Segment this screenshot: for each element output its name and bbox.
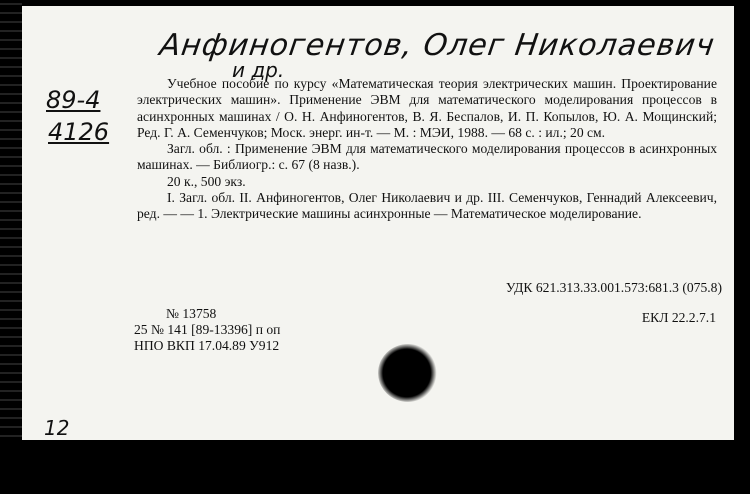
card-footer	[134, 306, 280, 354]
scan-left-edge	[0, 0, 22, 494]
call-number-top: 89-4	[46, 86, 101, 114]
publisher-line: НПО ВКП 17.04.89 У912	[134, 338, 280, 353]
price-paragraph: 20 к., 500 экз.	[167, 173, 246, 189]
order-number: № 13758	[166, 306, 217, 321]
handwritten-author: Анфиногентов, Олег Николаевич	[157, 28, 718, 63]
call-number-bottom: 4126	[48, 118, 110, 146]
bibliographic-description	[137, 76, 717, 223]
udk-classification: УДК 621.313.33.001.573:681.3 (075.8)	[505, 280, 722, 295]
ekl-classification: ЕКЛ 22.2.7.1	[641, 310, 716, 325]
corner-mark: 12	[44, 416, 70, 440]
tracings-paragraph: I. Загл. обл. II. Анфиногентов, Олег Николаевич и др. III. Семенчуков, Геннадий Алексеевич, ред. — — 1. Электрические машины асинхронные — Математическое моделирование.	[137, 190, 717, 222]
print-line: 25 № 141 [89-13396] п оп	[134, 322, 281, 337]
notes-paragraph: Загл. обл. : Применение ЭВМ для математического моделирования процессов в асинхронных машинах. — Библиогр.: с. 67 (8 назв.).	[137, 141, 717, 173]
description-paragraph: Учебное пособие по курсу «Математическая теория электрических машин. Проектирование электрических машин». Применение ЭВМ для математического моделирования процессов в асинхронных машинах / О. Н. Анфиногентов, В. Я. Беспалов, И. П. Копылов, Ю. А. Мощинский; Ред. Г. А. Семенчуков; Моск. энерг. ин-т. — М. : МЭИ, 1988. — 68 с. : ил.; 20 см.	[137, 76, 717, 140]
scan-bottom-edge	[0, 440, 750, 494]
ink-blot	[378, 344, 438, 402]
catalog-card	[22, 6, 734, 440]
handwritten-author-suffix: и др.	[232, 58, 285, 82]
